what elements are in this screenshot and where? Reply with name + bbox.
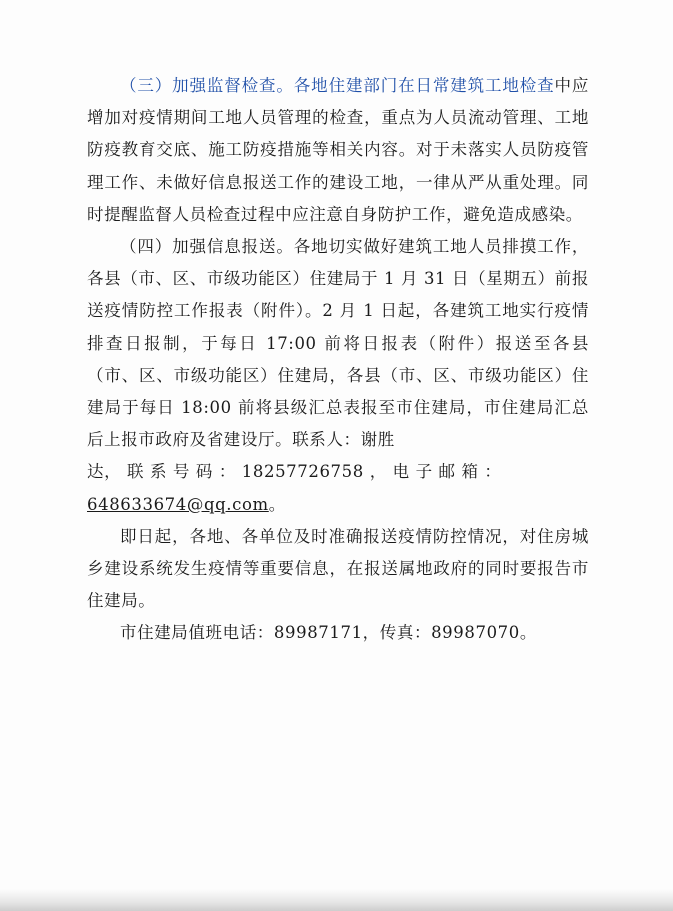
paragraph-text: 中应增加对疫情期间工地人员管理的检查，重点为人员流动管理、工地防疫教育交底、施工防疫措施等相关内容。对于未落实人员防疫管理工作、未做好信息报送工作的建设工地，一律从严从重处理。同时提醒监督人员检查过程中应注意自身防护工作，避免造成感染。	[87, 76, 590, 224]
paragraph-timely-reporting	[87, 521, 589, 618]
paragraph-supervision-inspection	[87, 70, 589, 231]
document-body	[87, 70, 589, 650]
paragraph-text: 市住建局值班电话：89987171，传真：89987070。	[120, 623, 537, 643]
paragraph-heading-line: （三）加强监督检查。各地住建部门在日常建筑工地检查	[120, 76, 555, 95]
page-bottom-edge	[0, 889, 673, 911]
contact-line: 达， 联 系 号 码 ： 18257726758 ， 电 子 邮 箱 ：	[87, 462, 502, 482]
paragraph-information-reporting	[87, 231, 589, 521]
paragraph-duty-phone	[87, 617, 589, 649]
email-suffix: 。	[268, 494, 286, 514]
paragraph-text: 即日起，各地、各单位及时准确报送疫情防控情况，对住房城乡建设系统发生疫情等重要信息，在报送属地政府的同时要报告市住建局。	[87, 526, 589, 611]
contact-email: 648633674@qq.com	[87, 494, 269, 514]
paragraph-text: （四）加强信息报送。各地切实做好建筑工地人员排摸工作，各县（市、区、市级功能区）住建局于 1 月 31 日（星期五）前报送疫情防控工作报表（附件）。2 月 1 日起，各建筑工地实行疫情排查日报制，于每日 17:00 前将日报表（附件）报送至各县（市、区、市级功能区）住建局，各县（市、区、市级功能区）住建局于每日 18:00 前将县级汇总表报至市住建局，市住建局汇总后上报市政府及省建设厅。联系人：谢胜	[87, 237, 589, 450]
